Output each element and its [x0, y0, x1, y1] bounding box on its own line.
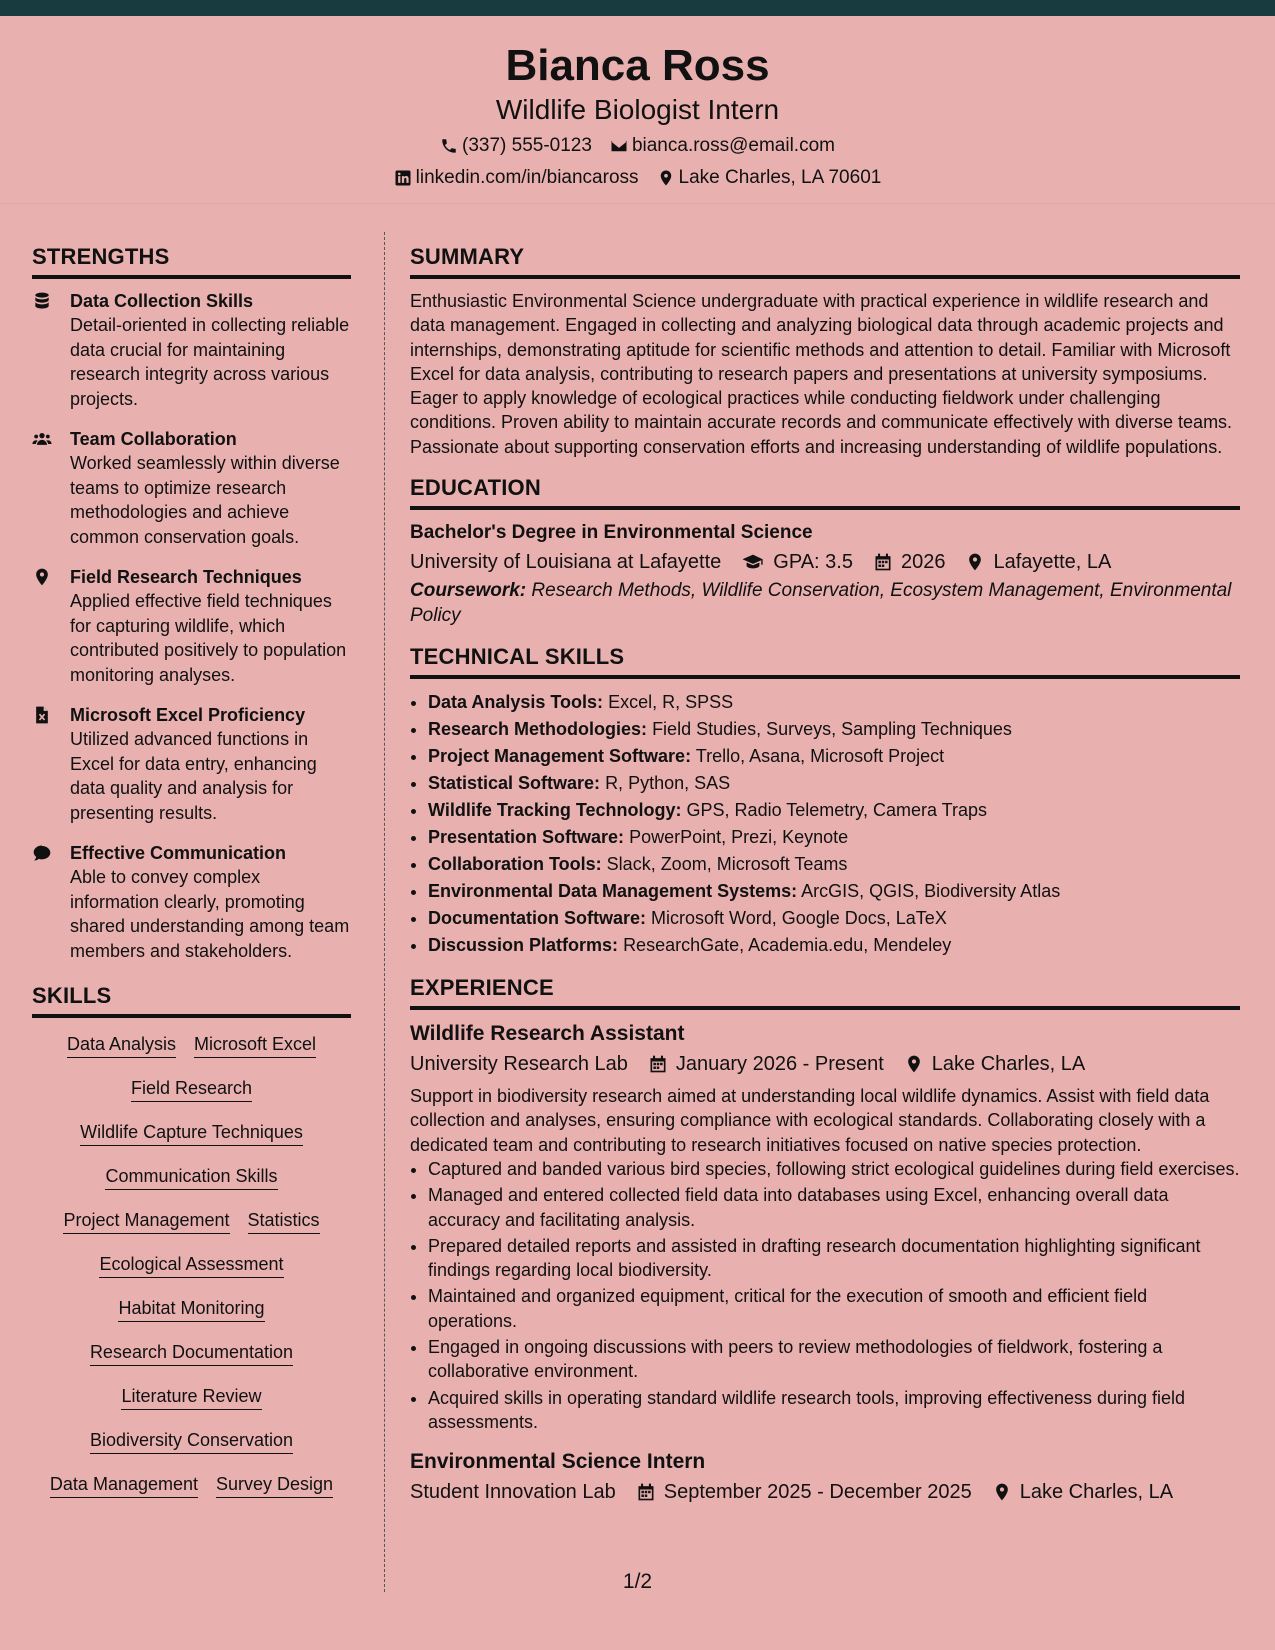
tech-label: Project Management Software:	[428, 746, 692, 767]
strength-item	[32, 841, 351, 963]
edu-location: Lafayette, LA	[993, 551, 1112, 574]
calendar-icon	[873, 552, 893, 572]
tech-label: Data Analysis Tools:	[428, 692, 604, 713]
tech-label: Documentation Software:	[428, 908, 647, 929]
tech-value: Trello, Asana, Microsoft Project	[695, 746, 945, 767]
skill-tag: Statistics	[248, 1208, 320, 1234]
tech-value: GPS, Radio Telemetry, Camera Traps	[686, 800, 987, 821]
contact-phone[interactable]	[440, 135, 592, 157]
strength-desc: Able to convey complex information clearly, promoting shared understanding among team members and stakeholders.	[70, 867, 350, 961]
technical-title: TECHNICAL SKILLS	[410, 644, 1240, 679]
strength-item	[32, 427, 351, 549]
strength-item	[32, 565, 351, 687]
strength-title: Field Research Techniques	[70, 567, 302, 587]
list-item: • Acquired skills in operating standard wildlife research tools, improving effectiveness during field assessments.	[428, 1386, 1240, 1435]
skill-tag: Wildlife Capture Techniques	[80, 1120, 303, 1146]
linkedin-icon	[394, 169, 412, 187]
list-item	[428, 851, 1240, 878]
strength-desc: Detail-oriented in collecting reliable data crucial for maintaining research integrity across various projects.	[70, 315, 350, 409]
email-text: bianca.ross@email.com	[631, 135, 835, 156]
job-location: Lake Charles, LA	[1019, 1481, 1174, 1504]
candidate-name: Bianca Ross	[505, 41, 770, 90]
contact-location	[657, 167, 882, 189]
list-item	[428, 932, 1240, 959]
top-accent-bar	[0, 0, 1275, 16]
summary-title: SUMMARY	[410, 244, 1240, 279]
tech-label: Wildlife Tracking Technology:	[428, 800, 682, 821]
phone-icon	[440, 137, 458, 155]
skill-tag: Ecological Assessment	[99, 1252, 283, 1278]
strength-item	[32, 703, 351, 825]
map-pin-icon	[965, 552, 985, 572]
resume-header	[0, 16, 1275, 204]
tech-value: Slack, Zoom, Microsoft Teams	[606, 854, 848, 875]
list-item	[428, 689, 1240, 716]
education-title: EDUCATION	[410, 475, 1240, 510]
job-location: Lake Charles, LA	[931, 1053, 1086, 1076]
strength-title: Effective Communication	[70, 843, 287, 863]
list-item	[428, 716, 1240, 743]
skill-tag: Microsoft Excel	[194, 1032, 316, 1058]
list-item: • Engaged in ongoing discussions with peers to review methodologies of fieldwork, fostering a collaborative environment.	[428, 1335, 1240, 1384]
tech-label: Environmental Data Management Systems:	[428, 881, 798, 902]
right-column	[410, 244, 1240, 1508]
job-meta	[410, 1048, 1240, 1080]
tech-label: Discussion Platforms:	[428, 935, 619, 956]
list-item: • Captured and banded various bird species, following strict ecological guidelines during field exercises.	[428, 1157, 1240, 1181]
strength-desc: Worked seamlessly within diverse teams to optimize research methodologies and achieve common conservation goals.	[70, 453, 340, 547]
strength-desc: Applied effective field techniques for capturing wildlife, which contributed positively to population monitoring analyses.	[70, 591, 347, 685]
coursework-text: Research Methods, Wildlife Conservation, Ecosystem Management, Environmental Policy	[410, 580, 1232, 627]
calendar-icon	[636, 1482, 656, 1502]
map-pin-icon	[904, 1054, 924, 1074]
list-item	[428, 770, 1240, 797]
strength-item	[32, 289, 351, 411]
contact-row-2	[0, 167, 1275, 189]
skills-list	[32, 1028, 351, 1498]
graduation-cap-icon	[741, 551, 765, 573]
job-dates: January 2026 - Present	[675, 1053, 884, 1076]
experience-title: EXPERIENCE	[410, 975, 1240, 1010]
edu-coursework	[410, 578, 1240, 628]
envelope-icon	[610, 137, 628, 155]
skill-tag: Habitat Monitoring	[118, 1296, 264, 1322]
job-desc: Support in biodiversity research aimed at understanding local wildlife dynamics. Assist with field data collection and analyses, ensuring compliance with ecological standards. Collaborating closely with a dedicated team and contributing to research initiatives focused on native species protection.	[410, 1086, 1210, 1155]
job-org: Student Innovation Lab	[410, 1481, 616, 1504]
strengths-title: STRENGTHS	[32, 244, 351, 279]
list-item	[428, 878, 1240, 905]
tech-label: Collaboration Tools:	[428, 854, 602, 875]
contact-linkedin[interactable]	[394, 167, 639, 189]
excel-file-icon	[32, 705, 52, 725]
skill-tag: Data Management	[50, 1472, 198, 1498]
edu-year: 2026	[900, 551, 946, 574]
strength-title: Data Collection Skills	[70, 291, 254, 311]
column-divider	[384, 232, 385, 1592]
technical-list	[410, 689, 1240, 959]
skills-title: SKILLS	[32, 983, 351, 1018]
tech-value: Excel, R, SPSS	[608, 692, 734, 713]
skill-tag: Survey Design	[216, 1472, 333, 1498]
summary-text: Enthusiastic Environmental Science undergraduate with practical experience in wildlife research and data management. Engaged in collecting and analyzing biological data through academic projects and internships, demonstrating aptitude for scientific methods and attention to detail. Familiar with Microsoft Excel for data analysis, contributing to research papers and presentations at university symposiums. Eager to apply knowledge of ecological practices while conducting fieldwork under challenging conditions. Proven ability to maintain accurate records and communicate effectively with diverse teams. Passionate about supporting conservation efforts and increasing understanding of wildlife populations.	[410, 291, 1233, 457]
job-title: Environmental Science Intern	[410, 1450, 706, 1474]
job-title: Wildlife Research Assistant	[410, 1022, 685, 1046]
tech-value: Field Studies, Surveys, Sampling Techniques	[652, 719, 1012, 740]
job-bullets	[410, 1157, 1240, 1434]
skill-tag: Communication Skills	[105, 1164, 277, 1190]
map-pin-icon	[992, 1482, 1012, 1502]
skill-tag: Literature Review	[121, 1384, 261, 1410]
left-column	[32, 244, 351, 1516]
skill-tag: Field Research	[131, 1076, 252, 1102]
list-item	[428, 824, 1240, 851]
tech-label: Presentation Software:	[428, 827, 625, 848]
comment-icon	[32, 843, 52, 863]
skill-tag: Data Analysis	[67, 1032, 176, 1058]
skill-tag: Research Documentation	[90, 1340, 293, 1366]
tech-value: Microsoft Word, Google Docs, LaTeX	[651, 908, 947, 929]
database-icon	[32, 291, 52, 311]
candidate-role: Wildlife Biologist Intern	[495, 94, 780, 125]
phone-text: (337) 555-0123	[462, 135, 592, 156]
header-divider	[0, 203, 1275, 204]
tech-label: Statistical Software:	[428, 773, 601, 794]
list-item: • Prepared detailed reports and assisted in drafting research documentation highlighting significant findings regarding local biodiversity.	[428, 1234, 1240, 1283]
job-org: University Research Lab	[410, 1053, 628, 1076]
list-item	[428, 743, 1240, 770]
calendar-icon	[648, 1054, 668, 1074]
linkedin-text: linkedin.com/in/biancaross	[415, 167, 639, 188]
contact-email[interactable]	[610, 135, 835, 157]
page-number: 1/2	[622, 1570, 653, 1593]
strength-desc: Utilized advanced functions in Excel for data entry, enhancing data quality and analysis for presenting results.	[70, 729, 317, 823]
edu-gpa: GPA: 3.5	[773, 551, 853, 574]
edu-school: University of Louisiana at Lafayette	[410, 551, 722, 574]
strength-title: Microsoft Excel Proficiency	[70, 705, 306, 725]
tech-value: ArcGIS, QGIS, Biodiversity Atlas	[801, 881, 1061, 902]
users-icon	[32, 429, 52, 449]
list-item: • Maintained and organized equipment, critical for the execution of smooth and efficient field operations.	[428, 1284, 1240, 1333]
job-dates: September 2025 - December 2025	[663, 1481, 972, 1504]
edu-degree: Bachelor's Degree in Environmental Science	[410, 522, 813, 544]
edu-meta	[410, 546, 1240, 578]
map-pin-icon	[657, 169, 675, 187]
strength-title: Team Collaboration	[70, 429, 237, 449]
coursework-label: Coursework:	[410, 580, 527, 602]
location-text: Lake Charles, LA 70601	[678, 167, 882, 188]
map-pin-icon	[32, 567, 52, 587]
list-item: • Managed and entered collected field data into databases using Excel, enhancing overall data accuracy and facilitating analysis.	[428, 1183, 1240, 1232]
tech-value: R, Python, SAS	[605, 773, 731, 794]
tech-value: PowerPoint, Prezi, Keynote	[629, 827, 849, 848]
job-meta	[410, 1476, 1240, 1508]
tech-value: ResearchGate, Academia.edu, Mendeley	[623, 935, 952, 956]
list-item	[428, 905, 1240, 932]
list-item	[428, 797, 1240, 824]
skill-tag: Project Management	[63, 1208, 229, 1234]
tech-label: Research Methodologies:	[428, 719, 648, 740]
skill-tag: Biodiversity Conservation	[90, 1428, 293, 1454]
contact-row-1	[0, 135, 1275, 157]
